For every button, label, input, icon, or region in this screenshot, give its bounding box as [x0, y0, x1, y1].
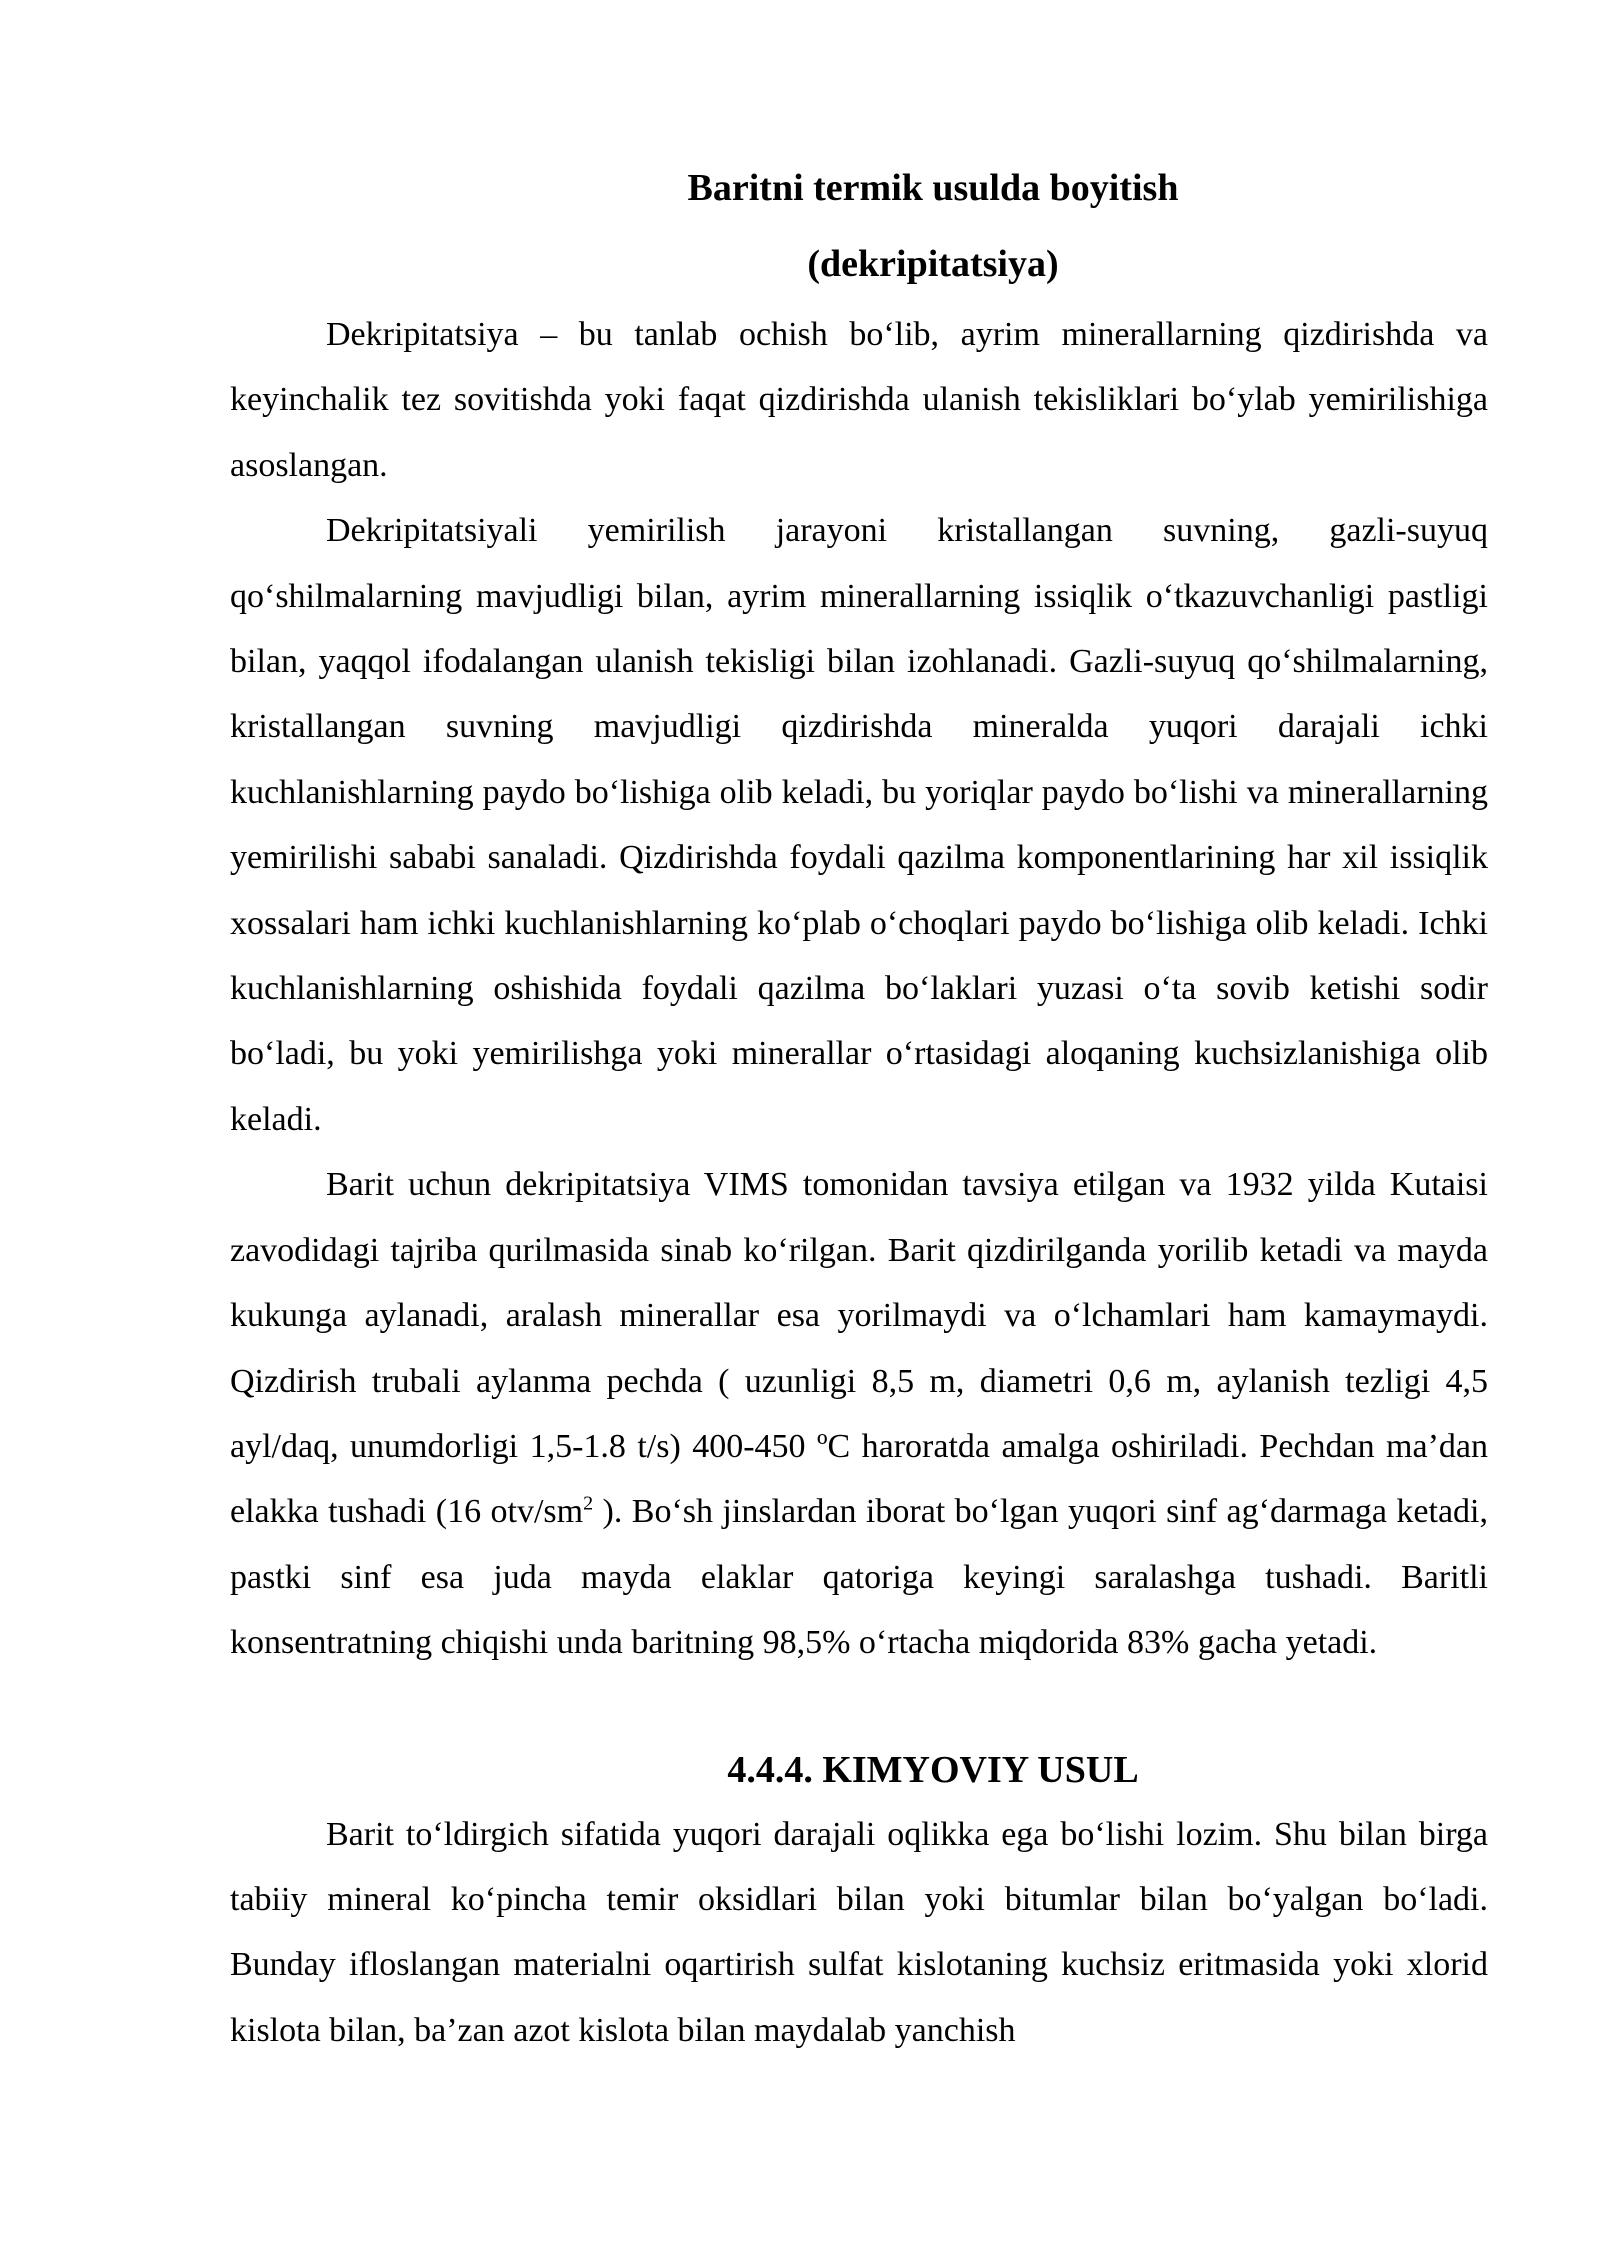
paragraph-chemical-method: Barit to‘ldirgich sifatida yuqori darajali oqlikka ega bo‘lishi lozim. Shu bilan birga tabiiy mineral ko‘pincha temir oksidlari bilan yoki bitumlar bilan bo‘yalgan bo‘ladi. Bunday ifloslangan materialni oqartirish sulfat kislotaning kuchsiz eritmasida yoki xlorid kislota bilan, ba’zan azot kislota bilan maydalab yanchish	[230, 1815, 1488, 2049]
paragraph-barit-text-b: ). Bo‘sh jinslardan iborat bo‘lgan yuqori sinf ag‘darmaga ketadi, pastki sinf esa juda mayda elaklar qatoriga keyingi saralashga tushadi. Baritli konsentratning chiqishi unda baritning 98,5% o‘rtacha miqdorida 83% gacha yetadi.	[230, 1493, 1489, 1662]
paragraph-definition: Dekripitatsiya – bu tanlab ochish bo‘lib, ayrim minerallarning qizdirishda va keyinchalik tez sovitishda yoki faqat qizdirishda ulanish tekisliklari bo‘ylab yemirilishiga asoslangan.	[230, 316, 1488, 484]
paragraph-process: Dekripitatsiyali yemirilish jarayoni kristallangan suvning, gazli-suyuq qo‘shilmalarning mavjudligi bilan, ayrim minerallarning issiqlik o‘tkazuvchanligi pastligi bilan, yaqqol ifodalangan ulanish tekisligi bilan izohlanadi. Gazli-suyuq qo‘shilmalarning, kristallangan suvning mavjudligi qizdirishda mineralda yuqori darajali ichki kuchlanishlarning paydo bo‘lishiga olib keladi, bu yoriqlar paydo bo‘lishi va minerallarning yemirilishi sababi sanaladi. Qizdirishda foydali qazilma komponentlarining har xil issiqlik xossalari ham ichki kuchlanishlarning ko‘plab o‘choqlari paydo bo‘lishiga olib keladi. Ichki kuchlanishlarning oshishida foydali qazilma bo‘laklari yuzasi o‘ta sovib ketishi sodir bo‘ladi, bu yoki yemirilishga yoki minerallar o‘rtasidagi aloqaning kuchsizlanishiga olib keladi.	[230, 512, 1488, 1138]
document-title: Baritni termik usulda boyitish	[687, 167, 1179, 209]
section-heading: 4.4.4. KIMYOVIY USUL	[727, 1748, 1139, 1791]
document-subtitle: (dekripitatsiya)	[807, 243, 1059, 285]
document-page	[230, 150, 1488, 2063]
paragraph-barit-text-a: Barit uchun dekripitatsiya VIMS tomonidan tavsiya etilgan va 1932 yilda Kutaisi zavodidagi tajriba qurilmasida sinab ko‘rilgan. Barit qizdirilganda yorilib ketadi va mayda kukunga aylanadi, aralash minerallar esa yorilmaydi va o‘lchamlari ham kamaymaydi. Qizdirish trubali aylanma pechda ( uzunligi 8,5 m, diametri 0,6 m, aylanish tezligi 4,5 ayl/daq, unumdorligi 1,5-1.8 t/s) 400-450 ºC haroratda amalga oshiriladi. Pechdan ma’dan elakka tushadi (16 otv/sm	[230, 1166, 1488, 1531]
superscript-exponent: 2	[583, 1492, 594, 1515]
paragraph-barit	[230, 1152, 1488, 1675]
